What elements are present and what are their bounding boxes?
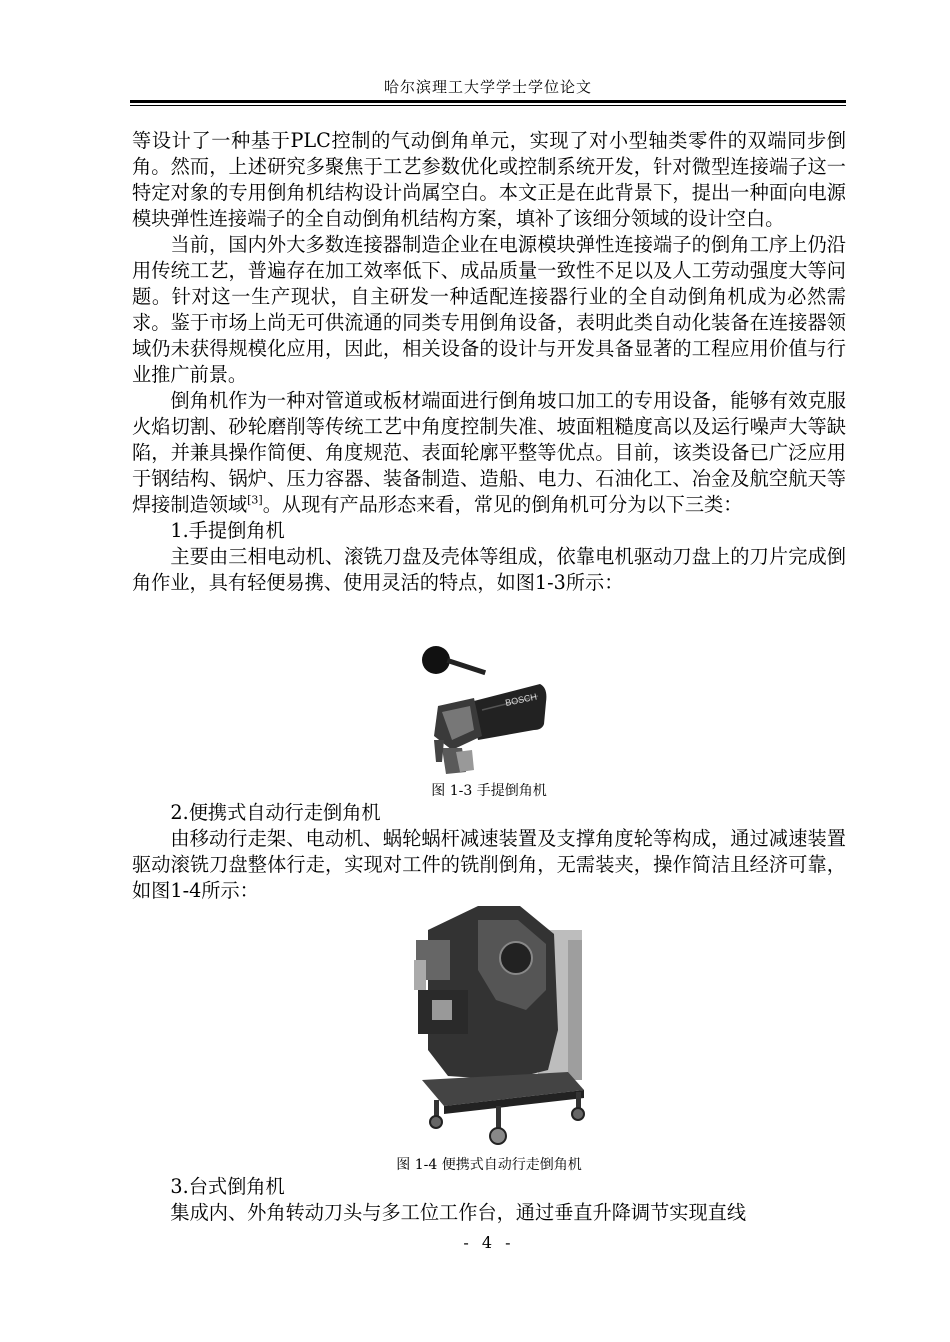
- heading-bench-chamfer: 3.台式倒角机: [170, 1175, 285, 1198]
- text-block-2: [132, 800, 846, 904]
- heading-hand-chamfer: 1.手提倒角机: [170, 519, 285, 542]
- figure-1-3-caption: 图 1-3 手提倒角机: [431, 783, 547, 799]
- header-rule: [130, 100, 846, 103]
- paragraph-3-main: 倒角机作为一种对管道或板材端面进行倒角坡口加工的专用设备，能够有效克服火焰切割、砂轮磨削等传统工艺中角度控制失准、坡面粗糙度高以及运行噪声大等缺陷，并兼具操作简便、角度规范、表面轮廓平整等优点。目前，该类设备已广泛应用于钢结构、锅炉、压力容器、装备制造、造船、电力、石油化工、冶金及航空航天等焊接制造领域: [132, 389, 846, 516]
- heading-portable-chamfer: 2.便携式自动行走倒角机: [170, 801, 381, 824]
- running-header: 哈尔滨理工大学学士学位论文: [383, 78, 592, 96]
- page-number: - 4 -: [463, 1233, 515, 1252]
- paragraph-4: 主要由三相电动机、滚铣刀盘及壳体等组成，依靠电机驱动刀盘上的刀片完成倒角作业，具有轻便易携、使用灵活的特点，如图1-3所示：: [132, 545, 846, 594]
- paragraph-3: [132, 388, 846, 518]
- paragraph-1: 等设计了一种基于PLC控制的气动倒角单元，实现了对小型轴类零件的双端同步倒角。然而，上述研究多聚焦于工艺参数优化或控制系统开发，针对微型连接端子这一特定对象的专用倒角机结构设计尚属空白。本文正是在此背景下，提出一种面向电源模块弹性连接端子的全自动倒角机结构方案，填补了该细分领域的设计空白。: [132, 129, 846, 230]
- text-block-3: [132, 1174, 846, 1226]
- header-rule-thin: [130, 105, 846, 106]
- paragraph-3-tail: 。从现有产品形态来看，常见的倒角机可分为以下三类：: [262, 493, 743, 516]
- text-block-1: [132, 128, 846, 596]
- paragraph-5: 由移动行走架、电动机、蜗轮蜗杆减速装置及支撑角度轮等构成，通过减速装置驱动滚铣刀盘整体行走，实现对工件的铣削倒角，无需装夹，操作简洁且经济可靠，如图1-4所示：: [132, 827, 846, 902]
- figure-hand-chamfer-machine: [412, 640, 552, 780]
- citation-ref: [3]: [247, 493, 263, 507]
- brand-label: BOSCH: [504, 691, 538, 708]
- figure-portable-chamfer-machine: [408, 900, 598, 1150]
- paragraph-6: 集成内、外角转动刀头与多工位工作台，通过垂直升降调节实现直线: [170, 1201, 747, 1224]
- paragraph-2: 当前，国内外大多数连接器制造企业在电源模块弹性连接端子的倒角工序上仍沿用传统工艺，普遍存在加工效率低下、成品质量一致性不足以及人工劳动强度大等问题。针对这一生产现状，自主研发一种适配连接器行业的全自动倒角机成为必然需求。鉴于市场上尚无可供流通的同类专用倒角设备，表明此类自动化装备在连接器领域仍未获得规模化应用，因此，相关设备的设计与开发具备显著的工程应用价值与行业推广前景。: [132, 233, 846, 386]
- figure-1-4-caption: 图 1-4 便携式自动行走倒角机: [396, 1157, 582, 1173]
